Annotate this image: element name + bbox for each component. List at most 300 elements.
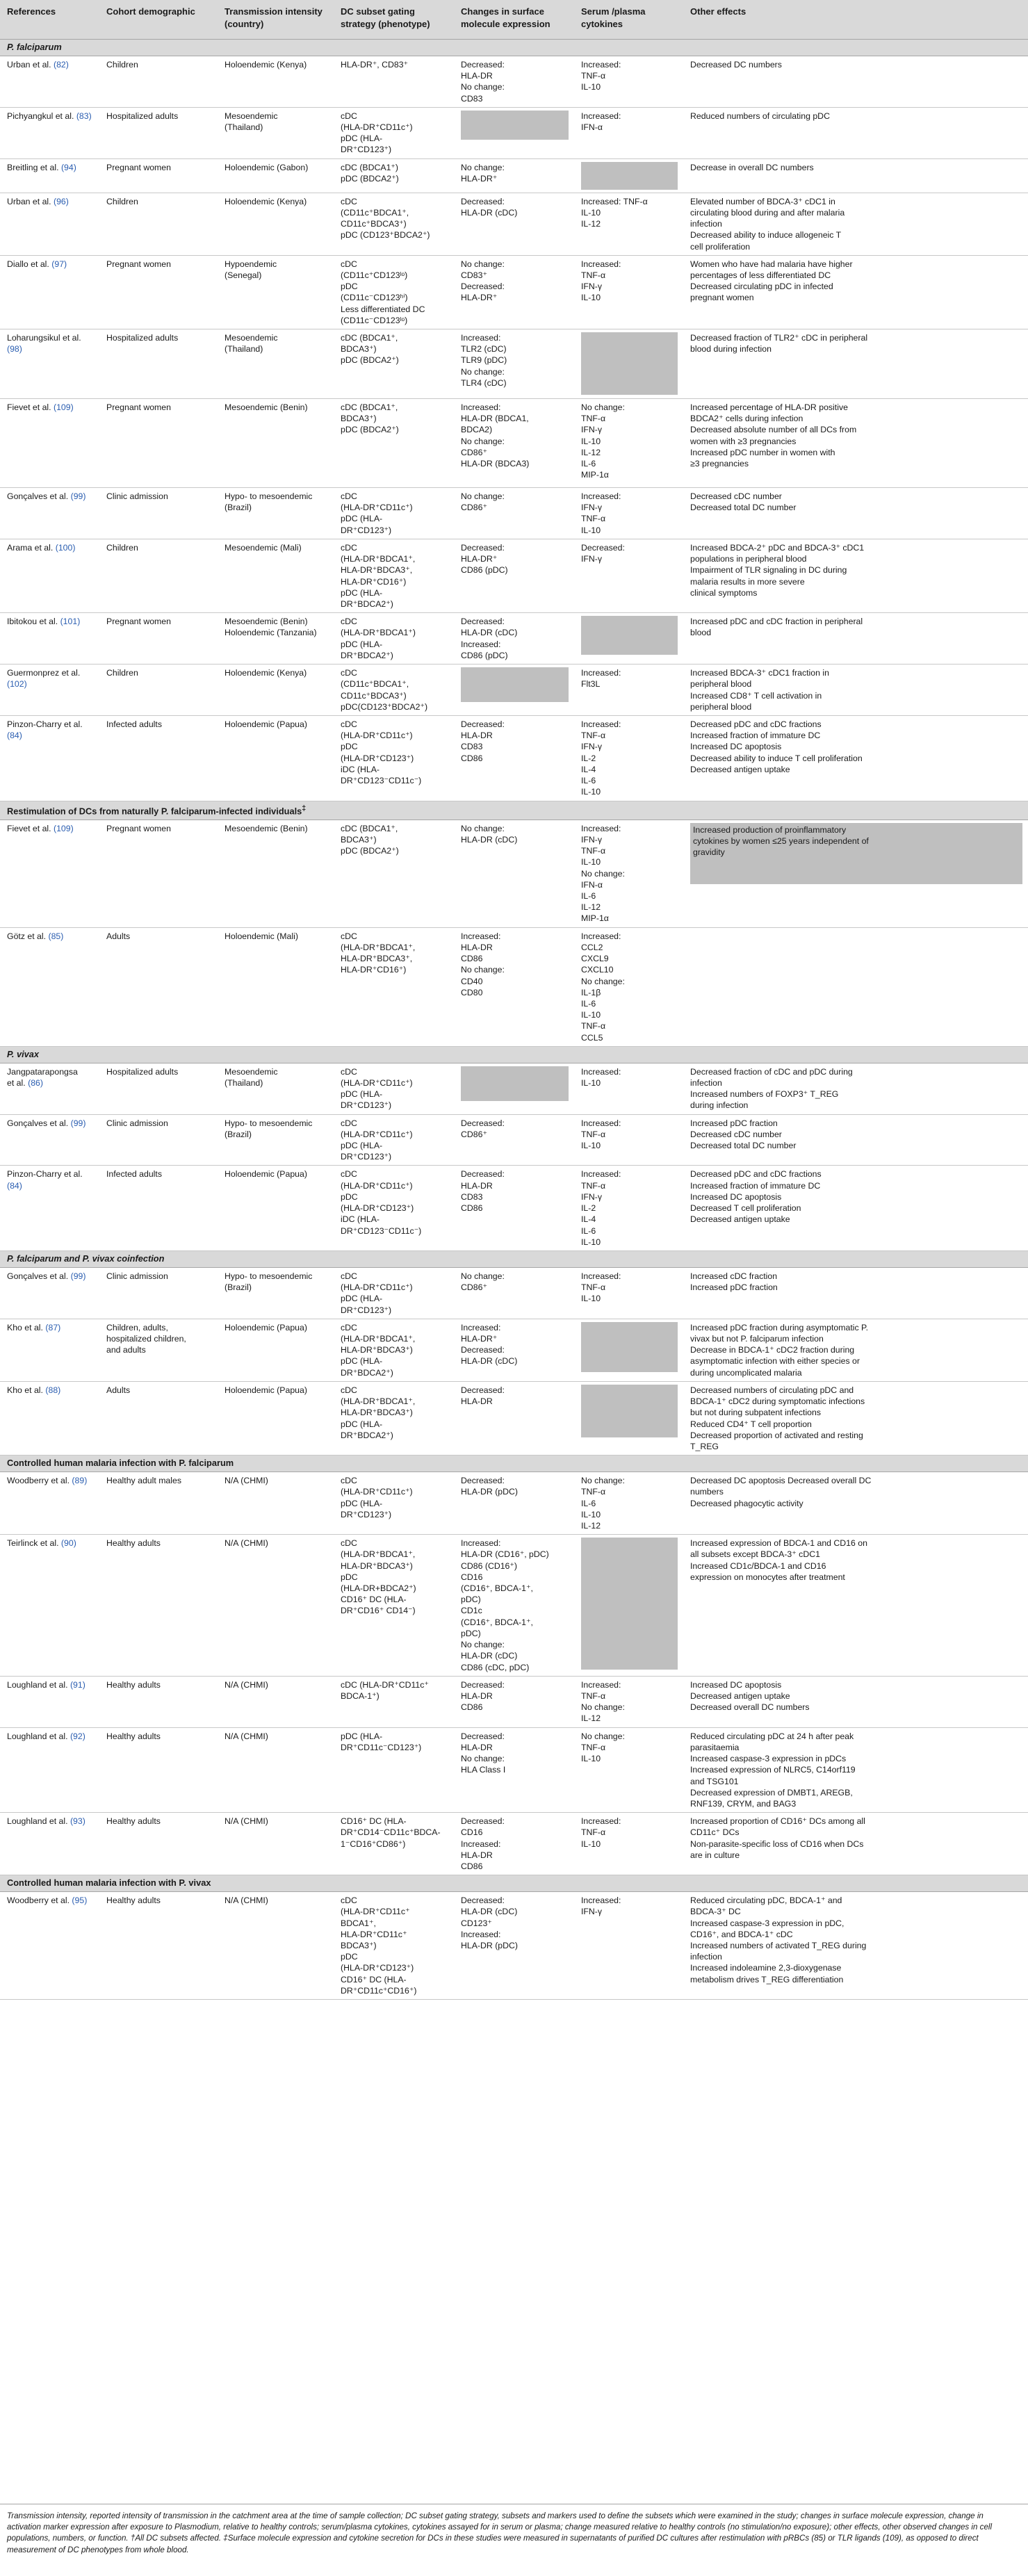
other-effect-line: Increased DC apoptosis [690,742,782,752]
reference [7,111,94,122]
dc-subset-line: pDC (HLA- [341,514,383,524]
cell-dc-subset [334,1892,454,2000]
other-effect-line: Decreased cDC number [690,491,782,502]
cell-cohort [99,1535,218,1677]
section-row [0,40,1028,56]
cell-reference [0,255,99,329]
reference-citation-link[interactable]: (83) [76,111,92,121]
dc-subset-line: (CD11c⁺BDCA1⁺, [341,679,409,690]
other-effect-line: RNF139, CRYM, and BAG3 [690,1798,797,1809]
reference-citation-link[interactable]: (92) [70,1731,85,1741]
other-effect-line: populations in peripheral blood [690,554,807,564]
dc-subset-line: cDC [341,668,357,678]
reference [7,1118,94,1129]
reference-author: Urban et al. [7,59,51,70]
surface-line: HLA-DR [461,1850,493,1860]
cell-reference [0,1813,99,1875]
cytokine-line: IFN-γ [581,1907,603,1917]
cell-dc-subset [334,399,454,488]
surface-line: Decreased: [461,1385,505,1395]
cell-cytokines [574,399,683,488]
surface-line: CD1c [461,1606,482,1616]
reference-author: Loughland et al. [7,1731,68,1741]
cytokine-line: IL-12 [581,1520,601,1531]
cell-cytokines [574,193,683,255]
section-title-text: Restimulation of DCs from naturally P. falciparum-infected individuals [7,805,302,816]
surface-line: Increased: [461,1929,501,1939]
reference-citation-link[interactable]: (109) [53,402,74,413]
cytokine-line: IL-10 [581,1839,601,1849]
dc-subset-line: (HLA-DR⁺BDCA1⁺, [341,554,416,564]
cytokine-line: Increased: [581,823,621,833]
reference [7,402,94,413]
reference-author: Woodberry et al. [7,1896,70,1906]
cytokine-line: TNF-α [581,846,606,856]
cell-other-effects [683,1114,1028,1166]
reference [7,1322,94,1333]
cell-transmission [218,1813,334,1875]
reference-citation-link[interactable]: (99) [70,1118,86,1128]
cytokine-line: Increased: [581,259,621,269]
surface-line: HLA-DR⁺ [461,554,498,564]
cell-cytokines [574,329,683,399]
cytokine-line: IL-12 [581,219,601,229]
other-effect-line: T_REG [690,1441,719,1451]
reference-citation-link[interactable]: (90) [60,1538,76,1549]
cell-dc-subset [334,665,454,716]
surface-line: (CD16⁺, BDCA-1⁺, [461,1617,533,1627]
cell-transmission [218,193,334,255]
transmission-line: N/A (CHMI) [225,1816,268,1827]
reference [7,1271,94,1282]
table-body [0,40,1028,2000]
surface-line: Decreased: [461,1169,505,1180]
cell-surface-molecules [454,329,574,399]
cell-surface-molecules [454,665,574,716]
cell-surface-molecules [454,107,574,158]
header-serum-cytokines: Serum /plasma cytokines [574,0,683,40]
surface-line: BDCA2) [461,425,493,435]
surface-line: CD16 [461,1827,483,1838]
cell-dc-subset [334,1727,454,1813]
transmission-line: N/A (CHMI) [225,1538,268,1549]
dc-subset-line: BDCA1⁺, [341,1918,376,1928]
cell-dc-subset [334,820,454,927]
reference-citation-link[interactable]: (98) [7,344,22,354]
reference-citation-link[interactable]: (102) [7,679,27,690]
cytokine-line: No change: [581,1702,625,1713]
other-effect-line: Increased numbers of activated T_REG during [690,1941,867,1951]
dc-subset-line: pDC (HLA- [341,1419,383,1429]
reference [7,719,94,741]
reference [7,1066,94,1077]
other-effect-line: Increased production of proinflammatory [693,824,847,835]
cohort-line: Pregnant women [106,617,171,627]
cytokine-line: IL-10 [581,525,601,535]
cell-cohort [99,1114,218,1166]
dc-subset-line: HLA-DR⁺BDCA3⁺) [341,1345,413,1355]
other-effect-line: Decreased absolute number of all DCs from [690,425,857,435]
cytokine-line: MIP-1α [581,913,609,924]
dc-subset-line: pDC (HLA- [341,1141,383,1151]
other-effect-line: peripheral blood [690,701,752,712]
transmission-line: Holoendemic (Gabon) [225,162,309,172]
cytokine-line: CXCL9 [581,954,609,964]
reference-citation-link[interactable]: (86) [28,1077,43,1088]
reference-citation-link[interactable]: (88) [45,1385,61,1395]
cell-dc-subset [334,1063,454,1114]
reference-citation-link[interactable]: (99) [70,1271,86,1281]
reference-author: Diallo et al. [7,259,49,269]
other-effect-line: Increased BDCA-3⁺ cDC1 fraction in [690,668,829,678]
other-effect-line: Elevated number of BDCA-3⁺ cDC1 in [690,196,835,206]
cytokine-line: Increased: [581,1118,621,1128]
cell-transmission [218,1676,334,1727]
other-effect-line: Women who have had malaria have higher [690,259,853,269]
reference-author: Fievet et al. [7,402,51,413]
surface-line: Increased: [461,1322,501,1332]
transmission-line: Hypo- to mesoendemic [225,491,313,502]
dc-subset-line: cDC (HLA-DR⁺CD11c⁺ [341,1679,429,1690]
cell-surface-molecules [454,1381,574,1455]
cohort-line: Pregnant women [106,259,171,269]
other-effect-line: Decreased total DC number [690,503,797,513]
cell-dc-subset [334,715,454,801]
cell-surface-molecules [454,1472,574,1535]
reference [7,1077,94,1089]
dc-subset-line: iDC (HLA- [341,764,380,774]
surface-line: CD86⁺ [461,1282,487,1293]
transmission-line: Holoendemic (Kenya) [225,59,307,70]
table-row [0,193,1028,255]
cell-transmission [218,1319,334,1381]
other-effect-line: Increased indoleamine 2,3-dioxygenase [690,1963,842,1973]
section-title-text: P. vivax [7,1048,40,1059]
other-effect-line: Decreased proportion of activated and resting [690,1430,863,1440]
transmission-line: Holoendemic (Tanzania) [225,628,317,638]
cytokine-line: IL-12 [581,447,601,457]
cell-transmission [218,56,334,107]
cytokine-line: Decreased: [581,542,625,553]
cell-transmission [218,1535,334,1677]
other-effect-line: blood [690,628,712,638]
cytokine-line: CCL2 [581,942,603,952]
cytokine-line: Increased: TNF-α [581,196,648,206]
other-effect-line: Increased caspase-3 expression in pDC, [690,1918,845,1928]
cell-cohort [99,665,218,716]
cell-cohort [99,1472,218,1535]
table-row [0,255,1028,329]
other-effect-line: Increased pDC fraction during asymptomatic P. [690,1322,869,1332]
cell-other-effects [683,193,1028,255]
cell-transmission [218,1114,334,1166]
table-row [0,56,1028,107]
reference-citation-link[interactable]: (93) [70,1816,85,1827]
cytokine-line: IL-1β [581,987,601,997]
other-effect-line: Increased expression of NLRC5, C14orf119 [690,1765,856,1775]
dc-subset-line: DR⁺BDCA2⁺) [341,1430,393,1440]
surface-line: Decreased: [461,617,505,627]
surface-line: HLA-DR (CD16⁺, pDC) [461,1549,549,1560]
reference-citation-link[interactable]: (84) [7,731,22,741]
dc-subset-line: HLA-DR⁺CD16⁺) [341,965,407,975]
cytokine-line: IFN-α [581,879,603,890]
cell-other-effects [683,255,1028,329]
surface-line: HLA-DR (cDC) [461,1651,518,1661]
surface-line: CD86⁺ [461,1129,487,1139]
reference [7,616,94,627]
cell-cytokines [574,1267,683,1319]
section-title [0,1251,1028,1268]
surface-line: No change: [461,259,505,269]
dc-subset-line: DR⁺CD123⁺) [341,145,392,155]
dc-subset-line: DR⁺CD123⁺) [341,1152,392,1162]
cell-reference [0,613,99,665]
reference-citation-link[interactable]: (87) [45,1322,61,1332]
cell-surface-molecules [454,613,574,665]
cell-dc-subset [334,158,454,193]
other-effect-line: Decrease in BDCA-1⁺ cDC2 fraction during [690,1345,855,1355]
transmission-line: N/A (CHMI) [225,1896,268,1906]
reference-citation-link[interactable]: (82) [54,59,69,70]
cytokine-line: IL-6 [581,1498,596,1508]
section-title [0,1046,1028,1063]
other-effect-line: pregnant women [690,293,754,303]
cell-dc-subset [334,329,454,399]
cytokine-line: TNF-α [581,731,606,741]
other-effect-line: BDCA-1⁺ cDC2 during symptomatic infections [690,1396,865,1407]
reference-citation-link[interactable]: (100) [55,542,76,553]
reference-citation-link[interactable]: (94) [60,162,76,172]
table-row [0,613,1028,665]
cell-reference [0,107,99,158]
cohort-line: Hospitalized adults [106,1066,179,1077]
cytokine-line: IL-2 [581,1203,596,1214]
reference-citation-link[interactable]: (91) [70,1679,85,1690]
dc-subset-line: pDC [341,742,358,752]
reference [7,1385,94,1396]
dc-subset-line: cDC [341,196,357,206]
dc-subset-line: (HLA-DR⁺CD123⁺) [341,1963,414,1973]
reference-author: Kho et al. [7,1385,43,1395]
cell-transmission [218,255,334,329]
surface-line: No change: [461,436,505,446]
other-effect-line: BDCA-3⁺ DC [690,1907,741,1917]
surface-line: Increased: [461,333,501,343]
cell-cohort [99,1319,218,1381]
cell-reference [0,1114,99,1166]
cell-transmission [218,1063,334,1114]
cell-surface-molecules [454,1676,574,1727]
empty-shaded-cell [581,1538,678,1670]
transmission-line: Mesoendemic (Benin) [225,617,308,627]
cytokine-line: IL-2 [581,753,596,763]
cell-other-effects [683,329,1028,399]
cell-other-effects [683,56,1028,107]
dc-subset-line: (HLA-DR⁺CD11c⁺) [341,1282,413,1293]
reference-citation-link[interactable]: (101) [60,617,81,627]
reference-citation-link[interactable]: (84) [7,1180,22,1191]
reference-citation-link[interactable]: (96) [54,196,69,206]
section-row [0,801,1028,820]
cytokine-line: TNF-α [581,1021,606,1032]
cohort-line: Pregnant women [106,823,171,833]
dc-subset-line: (HLA-DR⁺CD11c⁺) [341,1077,413,1088]
cytokine-line: IL-10 [581,1237,601,1247]
cell-reference [0,1166,99,1251]
table-row [0,158,1028,193]
other-effect-line: Increased proportion of CD16⁺ DCs among all [690,1816,865,1827]
reference-author: Fievet et al. [7,823,51,833]
dc-subset-line: pDC [341,282,358,292]
other-effect-line: Increased caspase-3 expression in pDCs [690,1754,847,1764]
reference-citation-link[interactable]: (89) [72,1476,88,1486]
dc-subset-line: pDC (BDCA2⁺) [341,173,399,184]
other-effect-line: infection [690,1077,722,1088]
other-effect-line: Increased fraction of immature DC [690,1180,821,1191]
dc-subset-line: pDC (HLA- [341,1731,383,1741]
empty-shaded-cell [581,1385,678,1437]
transmission-line: (Brazil) [225,1282,252,1293]
reference [7,542,94,553]
dc-subset-line: (HLA-DR⁺CD11c⁺) [341,122,413,132]
surface-line: HLA-DR (cDC) [461,628,518,638]
surface-line: TLR9 (pDC) [461,355,507,366]
reference-citation-link[interactable]: (109) [53,823,74,833]
reference [7,1168,94,1191]
surface-line: CD86 (pDC) [461,565,508,576]
cytokine-line: IFN-γ [581,834,603,845]
cell-cohort [99,399,218,488]
cohort-line: Hospitalized adults [106,333,179,343]
other-effect-line: Increased pDC and cDC fraction in peripheral [690,617,863,627]
dc-subset-line: (HLA-DR⁺CD123⁺) [341,1203,414,1214]
dc-subset-line: pDC (CD123⁺BDCA2⁺) [341,230,430,241]
cell-dc-subset [334,1267,454,1319]
cytokine-line: Flt3L [581,679,601,690]
dc-subset-line: cDC [341,542,357,553]
reference-citation-link[interactable]: (99) [70,491,86,502]
cell-cohort [99,488,218,539]
cytokine-line: IL-10 [581,1294,601,1304]
surface-line: HLA-DR [461,1691,493,1701]
cohort-line: and adults [106,1345,146,1355]
cell-other-effects [683,399,1028,488]
other-effect-line: Increased pDC fraction [690,1118,778,1128]
dc-subset-line: (HLA-DR⁺BDCA1⁺, [341,1549,416,1560]
dc-subset-line: CD11c⁺BDCA3⁺) [341,219,407,229]
other-effect-line: Decreased ability to induce allogeneic T [690,230,842,241]
cell-reference [0,56,99,107]
cell-reference [0,1472,99,1535]
cell-other-effects [683,1813,1028,1875]
reference-author: et al. [7,1077,26,1088]
cell-cohort [99,1381,218,1455]
reference-author: Arama et al. [7,542,54,553]
dc-subset-line: (HLA-DR⁺BDCA1⁺, [341,1333,416,1344]
cytokine-line: Increased: [581,1066,621,1077]
cell-cytokines [574,539,683,612]
other-effect-line: Decreased overall DC numbers [690,1702,810,1713]
cell-reference [0,399,99,488]
transmission-line: Holoendemic (Papua) [225,1322,307,1332]
table-row [0,1319,1028,1381]
other-effect-line: expression on monocytes after treatment [690,1572,845,1582]
cell-reference [0,927,99,1046]
cohort-line: Clinic admission [106,1118,168,1128]
table-row [0,107,1028,158]
reference-citation-link[interactable]: (85) [48,931,64,941]
cytokine-line: IL-10 [581,1509,601,1519]
surface-line: TLR2 (cDC) [461,344,507,354]
empty-shaded-cell [581,332,678,395]
cell-transmission [218,715,334,801]
reference-citation-link[interactable]: (95) [72,1896,88,1906]
surface-line: CD86 [461,1861,483,1872]
other-effect-line: Decreased fraction of TLR2⁺ cDC in peripheral [690,333,868,343]
cell-cytokines [574,1676,683,1727]
cytokine-line: CXCL10 [581,965,614,975]
dc-subset-line: (HLA-DR⁺CD11c⁺) [341,1487,413,1497]
transmission-line: (Thailand) [225,1077,263,1088]
dc-subset-line: cDC [341,1385,357,1395]
transmission-line: Holoendemic (Papua) [225,1385,307,1395]
cell-transmission [218,399,334,488]
reference [7,931,94,942]
reference [7,491,94,502]
reference [7,667,94,690]
dc-subset-line: (HLA-DR⁺BDCA1⁺, [341,1396,416,1407]
cell-dc-subset [334,1472,454,1535]
surface-line: CD86 [461,1203,483,1214]
empty-shaded-cell [581,162,678,190]
surface-line: CD86 [461,954,483,964]
surface-line: HLA-DR (BDCA1, [461,414,529,424]
surface-line: No change: [461,1271,505,1281]
table-row [0,329,1028,399]
footnote-text: Transmission intensity, reported intensity of transmission in the catchment area at the time of sample collection; DC subset gating strategy, subsets and markers used to define the subsets which were examined in the study; changes in surface molecule expression, change in activation marker expression after exposure to Plasmodium, relative to healthy controls; serum/plasma cytokines, cytokines assayed for in serum or plasma; change measured relative to healthy controls (no stimulation/no exposure); other effects, other observed changes in cell populations, numbers, or function. †All DC subsets affected. ‡Surface molecule expression and cytokine secretion for DCs in these studies were measured in supernatants of purified DC cultures after restimulation with pRBCs (85) or TLR ligands (109), as opposed to direct measurement of DC phenotypes from whole blood. [7,2511,993,2554]
cell-cohort [99,927,218,1046]
cell-reference [0,193,99,255]
reference-citation-link[interactable]: (97) [51,259,67,269]
cytokine-line: TNF-α [581,414,606,424]
cytokine-line: TNF-α [581,1180,606,1191]
cohort-line: Healthy adults [106,1896,161,1906]
reference [7,1895,94,1906]
other-effect-line: Increased DC apoptosis [690,1679,782,1690]
dc-subset-line: (HLA-DR⁺BDCA1⁺, [341,942,416,952]
other-effect-line: Decreased cDC number [690,1129,782,1139]
other-effect-line: parasitaemia [690,1742,740,1752]
reference-author: Pinzon-Charry et al. [7,719,83,729]
dc-subset-line: pDC (BDCA2⁺) [341,425,399,435]
other-effect-line: metabolism drives T_REG differentiation [690,1974,844,1984]
dc-subset-line: HLA-DR⁺BDCA3⁺, [341,954,413,964]
cell-reference [0,1381,99,1455]
cytokine-line: TNF-α [581,1827,606,1838]
surface-line: TLR4 (cDC) [461,377,507,388]
cytokine-line: No change: [581,976,625,986]
cytokine-line: IL-6 [581,1225,596,1236]
cytokine-line: IL-4 [581,764,596,774]
other-effect-line: all subsets except BDCA-3⁺ cDC1 [690,1549,820,1560]
dc-subset-line: CD11c⁺BDCA3⁺) [341,690,407,701]
surface-line: Decreased: [461,1118,505,1128]
dc-subset-line: DR⁺CD14⁻CD11c⁺BDCA- [341,1827,441,1838]
empty-shaded-cell [581,616,678,655]
cytokine-line: TNF-α [581,1487,606,1497]
cytokine-line: IL-10 [581,787,601,797]
